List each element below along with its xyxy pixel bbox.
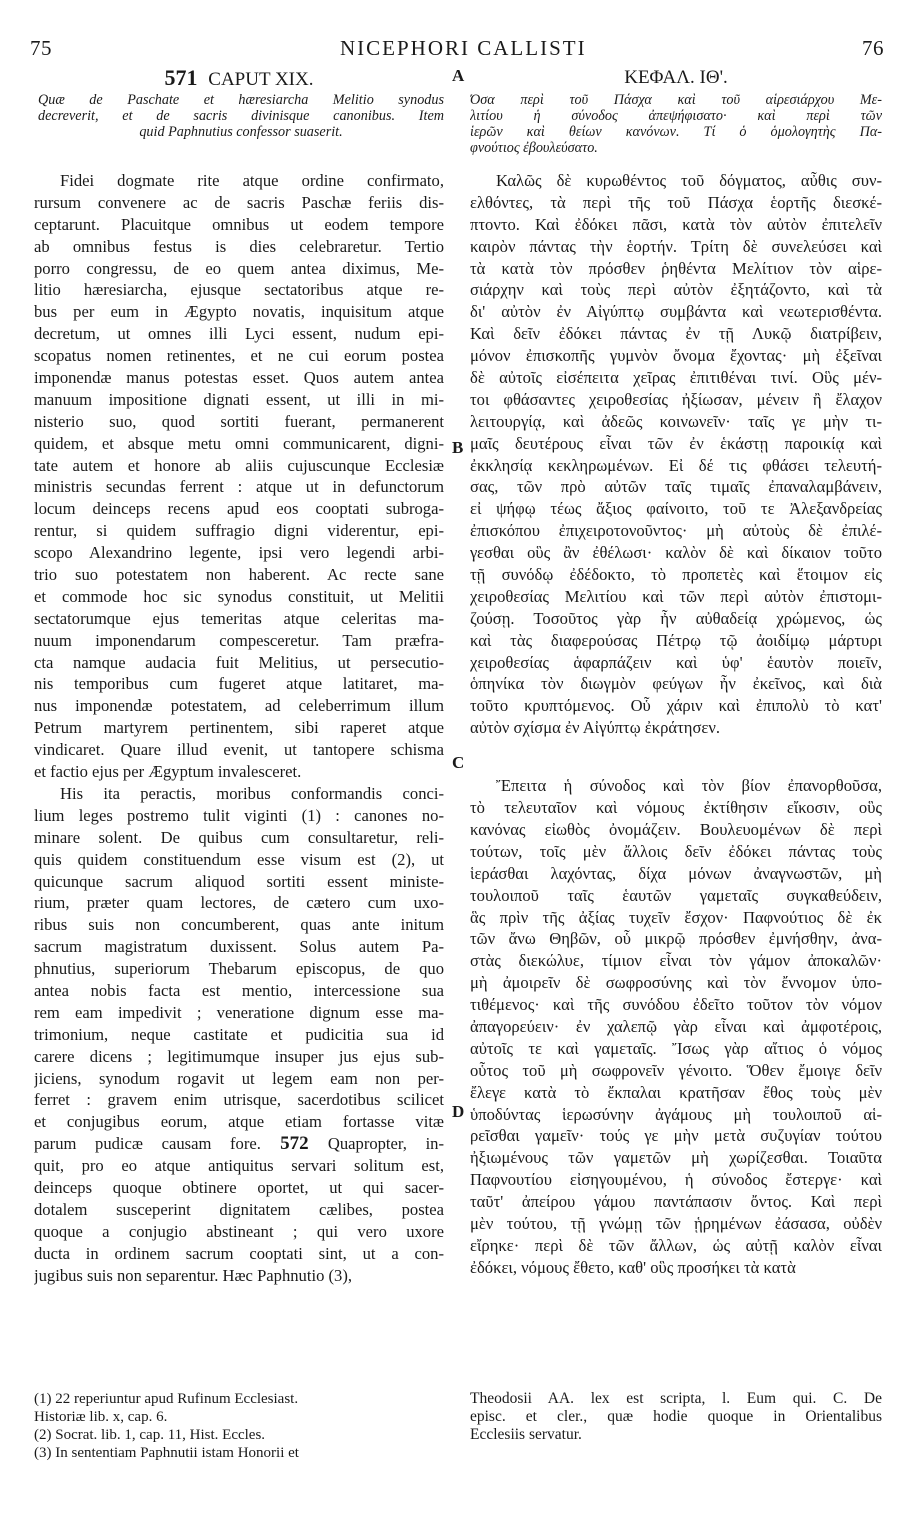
text-line: et conjugibus eorum, atque etiam fortasse vitæ [34,1112,444,1132]
text-line: nuum imponendarum compesceretur. Tam præfra- [34,630,444,650]
footnote-line: Ecclesiis servatur. [470,1426,582,1443]
text-line: μὴ ἀμοιρεῖν δὲ σωφροσύνης καὶ τὸν ἔννομον ὑπο- [470,973,882,993]
text-line: nis temporibus cum fugeret atque latitaret, ma- [34,674,444,694]
text-line: imponendæ manus potestas esset. Quos autem antea [34,368,444,388]
text-line: quis quidem constituendum esse visum est (2), ut [34,849,444,869]
text-line: dotalem susceperint dignitatem cælibes, postea [34,1199,444,1219]
footnote-continuation [470,1390,882,1444]
text-line: τούτων, τοῖς μὲν ἄλλοις δεῖν ἐδόκει πάντας τοὺς [470,841,882,861]
text-line: λειτουργίᾳ, καὶ ἀδεῶς κοινωνεῖν· ταῖς γε μὴν τι- [470,411,882,431]
text-line: nus imponendæ potestatem, ad celeberrimum illum [34,696,444,716]
text-line: Καλῶς δὲ κυρωθέντος τοῦ δόγματος, αὖθις συν- [496,171,882,190]
text-line: ἐδόκει, νόμους ἔθετο, καθ' οὓς προσήκει τὰ κατὰ [470,1257,796,1277]
text-line: τὸ τελευταῖον καὶ νόμους ἐκτίθησιν εἴκοσιν, οὓς [470,798,882,818]
text-line: καὶ τὰς διαφερούσας Πέτρῳ τῷ ἀοιδίμῳ μάρτυρι [470,630,882,650]
text-line: τιθέμενος· καὶ τῆς συνόδου ἐδεῖτο τοῦτον τὸν νόμον [470,995,882,1015]
text-line: et factio ejus per Ægyptum invalesceret. [34,762,302,782]
footnote-line: episc. et cler., quæ hodie quoque in Orientalibus [470,1408,882,1425]
text-line: τοῦτο κρυπτόμενος. Οὗ χάριν καὶ ἐπιπολὺ τὸ κατ' [470,696,882,716]
text-line: phnutius, superiorum Thebarum episcopus, de quo [34,959,444,979]
page-number-left: 75 [30,36,52,60]
text-line: sectatorumque ejus temeritas atque celeritas ma- [34,608,444,628]
text-line: lium leges postremo tulit viginti (1) : canones no- [34,805,444,825]
text-line: ρεῖσθαι γαμεῖν· τούς γε μὴν μετὰ συζυγίαν τούτου [470,1126,882,1146]
text-line: χειροθεσίας Μελιτίου καὶ τῶν περὶ αὐτὸν ἐπιστομι- [470,586,882,606]
greek-summary [470,92,882,160]
greek-chapter-heading: ΚΕΦΑΛ. ΙΘ'. [624,67,728,88]
text-line: τῇ συνόδῳ ἐδέδοκτο, τὸ προπετὲς καὶ ἕτοιμον εἰς [470,565,882,585]
text-line: ferret : gravem enim utrisque, sacerdotibus scilicet [34,1090,444,1110]
text-line: nisterio suo, quod sortiti fuerant, permanerent [34,411,444,431]
text-line: trio suo potestatem non haberent. Ac recte sane [34,565,444,585]
text-line: πτοντο. Καὶ ἐδόκει πᾶσι, κατὰ τὸν αὐτὸν ἐπιτελεῖν [470,214,882,234]
text-line: σας, τῶν πρὸ αὐτῶν ταῖς τιμαῖς ἐπαναλαμβάνειν, [470,477,882,497]
summary-line: ἱερῶν καὶ θείων κανόνων. Τί ὁ ὁμολογητὴς Πα- [470,124,882,140]
text-line: μόνον ἐπισκοπῆς γυμνὸν ὄνομα ἔχοντας· μὴ ἐξεῖναι [470,346,882,366]
text-line: decretum, ut omnes illi Lyci essent, nudum epi- [34,324,444,344]
text-line: σιάρχην καὶ τοὺς περὶ αὐτὸν ἐξητάζοντο, καὶ τὰ [470,280,882,300]
latin-column [34,64,444,1286]
summary-line: Όσα περὶ τοῦ Πάσχα καὶ τοῦ αἱρεσιάρχου Με- [470,92,882,108]
footnote-line: (1) 22 reperiuntur apud Rufinum Ecclesiast. [34,1391,299,1407]
margin-marker-a: A [452,66,465,85]
text-line: ἃς πρὶν τῆς ἀξίας τυχεῖν ἔσχον· Παφνούτιος δὲ ἐκ [470,907,882,927]
footnote-line: (2) Socrat. lib. 1, cap. 11, Hist. Eccles. [34,1427,266,1443]
summary-line: Quæ de Paschate et hæresiarcha Melitio synodus [38,92,444,108]
text-line: ministris secundas ferrent : atque ut in defunctorum [34,477,444,497]
text-line: ὁπηνίκα τὸν διωγμὸν φεύγων ἦν ἐκεῖνος, καὶ διὰ [470,674,882,694]
text-line: rentur, si quidem suffragio digni viderentur, epi- [34,521,444,541]
text-line: ἔλεγε κατὰ τὸ ἔκπαλαι κρατῆσαν ἔθος τοὺς μὲν [470,1082,882,1102]
text-line: quit, pro eo atque antiquitus servari solitum est, [34,1156,444,1176]
column-number: 571 [164,65,198,90]
text-line: εἴρηκε· περὶ δὲ τῶν ἄλλων, ὡς αὐτῇ καλὸν εἶναι [470,1235,882,1255]
text-line: jugibus suis non separentur. Hæc Paphnutio (3), [34,1265,353,1285]
text-line: Petrum martyrem pertinentem, sibi raperet atque [34,718,444,738]
text-line: manuum impositione dignati essent, ut illi in mi- [34,389,444,409]
text-line: χειροθεσίας ἁφαρπάζειν καὶ ὑφ' ἑαυτὸν ποιεῖν, [470,652,882,672]
text-line: αὐτὸν σχίσμα ἐν Αἰγύπτῳ ἐκράτησεν. [470,718,721,738]
summary-line: φνούτιος ἐβουλεύσατο. [470,140,598,156]
summary-line: quid Paphnutius confessor suaserit. [139,124,343,140]
text-line: trimonium, neque castitate et pudicitia sua id [34,1024,444,1044]
text-line: τῶν ἄνω Θηβῶν, οὗ μικρῷ πρόσθεν ἐμνήσθην, ἀνα- [470,929,882,949]
text-line: scopo Alexandrino legente, ipsi vero legendi arbi- [34,543,444,563]
latin-paragraph-2 [34,783,444,1286]
text-line: ducta in ordinem sacrum cooptati sint, ut a con- [34,1243,444,1263]
text-line: αὐτοῖς τε καὶ γαμεταῖς. Ἴσως γὰρ αἴτιος ὁ νόμος [470,1038,882,1058]
footnote-line: (3) In sententiam Paphnutii istam Honorii et [34,1445,299,1461]
latin-chapter-heading [34,64,444,92]
text-line: antea nobis facta est mentio, intercessione sua [34,980,444,1000]
text-line: cta namque audacia fuit Melitius, ut persecutio- [34,652,444,672]
text-line: δι' αὐτὸν ἐν Αἰγύπτῳ συμβάντα καὶ νεωτερισθέντα. [470,302,882,322]
summary-line: decreverit, et de sacris divinisque canonibus. Item [38,108,444,124]
running-title: NICEPHORI CALLISTI [340,36,587,60]
text-line: Παφνουτίου εἰσηγουμένου, ἡ σύνοδος ἔστεργε· καὶ [470,1170,882,1190]
text-line: jiciens, synodum rogavit ut legem eam non per- [34,1068,444,1088]
text-line: ceptarunt. Placuitque omnibus ut eodem tempore [34,214,444,234]
text-line: minare solent. De quibus cum consultaretur, reli- [34,827,444,847]
footnote-line: Theodosii AA. lex est scripta, l. Eum qui. C. De [470,1390,882,1407]
text-line: κανόνας εἰωθὸς ὀνομάζειν. Βουλευομένων δὲ περὶ [470,819,882,839]
text-line: καιρὸν πάντας τὴν ἑορτήν. Τρίτη δὲ συνελεύσει καὶ [470,236,882,256]
text-line: bus per eum in Ægypto novatis, inquisitum atque [34,302,444,322]
footnotes [34,1390,444,1462]
latin-paragraph-1 [34,170,444,783]
text-line: οὗτος τοῦ μὴ σωφρονεῖν γένοιτο. Ὅθεν ἔμοιγε δεῖν [470,1060,882,1080]
text-line: rem eam impedivit ; veneratione dignum esse ma- [34,1002,444,1022]
greek-column [470,64,882,1279]
margin-marker-d: D [452,1102,465,1121]
text-line: ἐπισκόπου ἐπιχειροτονοῦντος· μὴ αὐτοὺς δὲ ἐπιλέ- [470,521,882,541]
text-line: tate autem et honore ab aliis cujuscunque Ecclesiæ [34,455,444,475]
text-line: quicunque sacrum aliquod sortiti essent ministe- [34,871,444,891]
page-number-right: 76 [862,36,884,60]
text-line: στὰς διεκώλυε, τίμιον εἶναι τὸν γάμον ἀποκαλῶν· [470,951,882,971]
text-line: porro congressu, de eo quem antea diximus, Me- [34,258,444,278]
inline-text: Quapropter, in- [327,1134,444,1154]
margin-marker-c: C [452,753,465,772]
latin-caput: CAPUT XIX. [208,69,314,90]
text-line: δὲ αὐτοῖς εἰσέπειτα χεῖρας ἐπιτιθέναι τινί. Οὓς μέν- [470,368,882,388]
text-line: locum deinceps recens apud eos cooptati subroga- [34,499,444,519]
greek-paragraph-2 [470,775,882,1278]
text-line: εἰ ψήφῳ τέως ἄξιος φαίνοιτο, τοῦ τε Ἀλεξανδρείας [470,499,882,519]
text-line: rium, præter quam lectores, de cætero cum uxo- [34,893,444,913]
text-line: μαῖς δευτέρους εἶναι τῶν ἐν ἑκάστῃ παροικίᾳ καὶ [470,433,882,453]
text-line: et commode hoc sic synodus constituit, ut Melitii [34,586,444,606]
text-line: quoque a conjugio abstineant ; qui vero uxore [34,1221,444,1241]
summary-line: λιτίου ἡ σύνοδος ἀπεψήφισατο· καὶ περὶ τῶν [470,108,882,124]
greek-paragraph-1 [470,170,882,739]
margin-marker-b: B [452,438,464,457]
text-line: sacrum magistratum duxissent. Solus autem Pa- [34,937,444,957]
text-line: ελθόντες, τὰ περὶ τῆς τοῦ Πάσχα ἑορτῆς διεσκέ- [470,192,882,212]
text-line: carere dicens ; legitimumque insuper jus ejus sub- [34,1046,444,1066]
text-line: scopatus nomen retinentes, et ne cui eorum postea [34,346,444,366]
text-line: His ita peractis, moribus conformandis conci- [60,783,444,803]
text-line: vindicaret. Quare illud evenit, ut tantopere schisma [34,740,444,760]
text-line: parum pudicæ causam fore. 572 Quapropter, in- [34,1133,444,1155]
text-line: ἀπαγορεύειν· ἐν χαλεπῷ γὰρ εἶναι καὶ ἀμφοτέροις, [470,1016,882,1036]
text-line: litio hæresiarcha, ejusque sectatoribus atque re- [34,280,444,300]
text-line: ὑποδύντας ἱερωσύνην ἀγάμους μὴ τουλοιποῦ αἱ- [470,1104,882,1124]
text-line: γεσθαι οὓς ἂν ἐθέλωσι· καλὸν δὲ καὶ δίκαιον τοῦτο [470,543,882,563]
text-line: Καὶ δεῖν ἐδόκει πάντας ἐν τῇ Λυκῷ διατρίβειν, [470,324,882,344]
column-number: 572 [260,1133,328,1155]
text-line: τοι φθάσαντες χειροθεσίας ἠξίωσαν, μένειν ἢ ἔλαχον [470,389,882,409]
text-line: rursum convenere ac de sacris Paschæ feriis dis- [34,192,444,212]
text-line: ribus suis non concumberent, quas ante initum [34,915,444,935]
text-line: Fidei dogmate rite atque ordine confirmato, [60,171,444,190]
text-line: τουλοιποῦ ταῖς ἑαυτῶν γαμεταῖς συγκαθεύδειν, [470,885,882,905]
text-line: deinceps quoque obtinere oportet, ut qui sacer- [34,1177,444,1197]
text-line: μὲν τούτου, τῇ γνώμῃ τῶν ᾑρημένων ἐάσασα, οὐδὲν [470,1213,882,1233]
text-line: ταῦτ' ἀπείρου γάμου παντάπασιν ὄντος. Καὶ περὶ [470,1192,882,1212]
text-line: ἠξιωμένους τῶν γαμετῶν μὴ χωρίζεσθαι. Τοιαῦτα [470,1148,882,1168]
latin-summary [34,92,444,160]
text-line: Ἔπειτα ἡ σύνοδος καὶ τὸν βίον ἐπανορθοῦσα, [496,776,882,796]
text-line: ἐκκλησίᾳ κεκληρωμένων. Εἰ δέ τις φθάσει τελευτή- [470,455,882,475]
text-line: τὰ κατὰ τὸν πρόσθεν ῥηθέντα Μελίτιον τὸν αἱρε- [470,258,882,278]
text-line: ἱεράσθαι λαχόντας, δίχα μόνων ἀναγνωστῶν, μὴ [470,863,882,883]
text-line: ab omnibus festus is dies celebraretur. Tertio [34,236,444,256]
text-line: quidem, et absque metu omni communicarent, digni- [34,433,444,453]
footnote-line: Historiæ lib. x, cap. 6. [34,1409,168,1425]
text-line: ζούσῃ. Τοσοῦτος γὰρ ἦν αὐθαδείᾳ χρώμενος, ὡς [470,608,882,628]
